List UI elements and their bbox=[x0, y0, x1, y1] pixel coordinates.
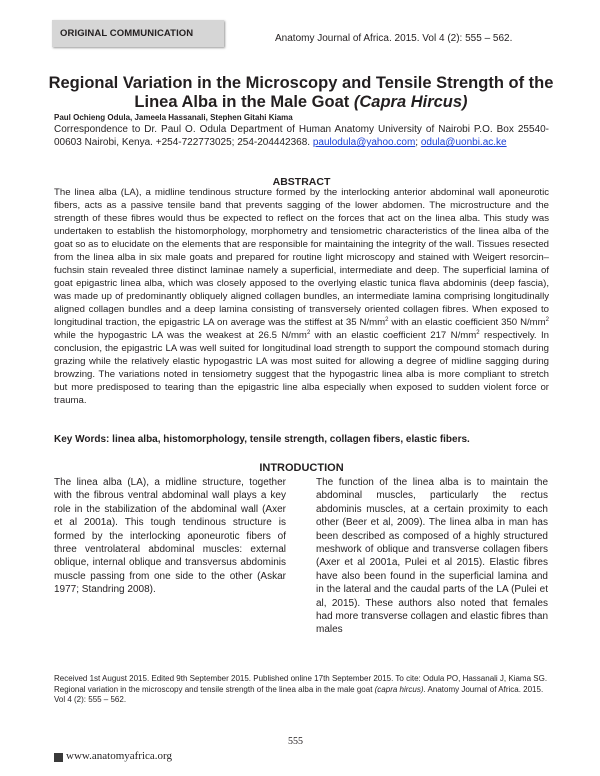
title-main: Regional Variation in the Microscopy and Tensile Strength of the Linea Alba in the Male Goat bbox=[48, 74, 554, 111]
citation-note bbox=[54, 674, 549, 706]
email-link-yahoo[interactable]: paulodula@yahoo.com bbox=[312, 137, 416, 148]
page-number: 555 bbox=[288, 736, 303, 747]
author-list: Paul Ochieng Odula, Jameela Hassanali, Stephen Gitahi Kiama bbox=[54, 113, 293, 122]
abstract-heading: ABSTRACT bbox=[272, 176, 331, 188]
correspondence bbox=[54, 123, 549, 149]
abstract-part-5: respectively. In conclusion, the epigastric LA was well suited for longitudinal load strength to support the compound stomach during grazing while the relatively elastic hypogastric LA was most suited for allowing a degree of midline sagging during browzing. The variations noted in tensiometry suggest that the hypogastric linea alba is more compliant to stretch but more predisposed to tearing than the epigastric line alba especially when exposed to sudden violent force or trauma. bbox=[54, 330, 549, 406]
title-species: (Capra Hircus) bbox=[353, 93, 468, 111]
paper-title bbox=[30, 74, 572, 112]
superscript-2: 2 bbox=[385, 316, 389, 323]
introduction-right-column: The function of the linea alba is to maintain the abdominal muscles, particularly the rectus abdominis muscles, at a certain proximity to each other (Beer et al, 2009). The linea alba in man has been described as composed of a highly structured meshwork of oblique and transverse collagen fibers (Axer et al 2001a, Pulei et al 2015). Elastic fibres have also been found in the superficial lamina and in the lateral and the caudal parts of the LA (Pulei et al, 2015). These authors also noted that females had more transverse collagen and elastic fibres than males bbox=[316, 477, 548, 636]
email-link-uonbi[interactable]: odula@uonbi.ac.ke bbox=[420, 137, 507, 148]
abstract-part-4: with an elastic coefficient 217 N/mm bbox=[310, 330, 477, 341]
journal-citation-header: Anatomy Journal of Africa. 2015. Vol 4 (2): 555 – 562. bbox=[275, 33, 513, 44]
correspondence-text: Correspondence to Dr. Paul O. Odula Department of Human Anatomy University of Nairobi P.O. Box 25540-00603 Nairobi, Kenya. +254-722773025; 254-204442368. bbox=[54, 124, 549, 148]
abstract-part-3: while the hypogastric LA was the weakest at 26.5 N/mm bbox=[54, 330, 307, 341]
publisher-logo-icon bbox=[54, 753, 63, 762]
website-link[interactable]: www.anatomyafrica.org bbox=[66, 750, 172, 762]
abstract-part-2: with an elastic coefficient 350 N/mm bbox=[388, 317, 546, 328]
superscript-2: 2 bbox=[545, 316, 549, 323]
article-type-badge bbox=[52, 20, 224, 47]
email-separator: ; bbox=[415, 137, 421, 148]
introduction-left-column: The linea alba (LA), a midline structure, together with the fibrous ventral abdominal wall plays a key role in the stabilization of the abdominal wall (Axer et al 2001a). This tough tendinous structure is formed by the interlocking aponeurotic fibers of three ventrolateral abdominal muscles: external oblique, internal oblique and transversus abdominis muscle passing from one side to the other (Askar 1977; Standring 2008). bbox=[54, 477, 286, 596]
article-type-label: ORIGINAL COMMUNICATION bbox=[60, 28, 194, 39]
keywords: Key Words: linea alba, histomorphology, tensile strength, collagen fibers, elastic fibers. bbox=[54, 434, 470, 445]
citation-text: Received 1st August 2015. Edited 9th September 2015. Published online 17th September 2015. To cite: Odula PO, Hassanali J, Kiama SG. Regional variation in the microscopy and tensile strength of the linea alba in the male goat bbox=[54, 674, 548, 694]
citation-end: . Anatomy Journal of Africa. 2015. Vol 4 (2): 555 – 562. bbox=[54, 684, 544, 704]
citation-species: (capra hircus) bbox=[374, 684, 424, 694]
introduction-heading: INTRODUCTION bbox=[259, 462, 344, 474]
superscript-2: 2 bbox=[476, 329, 480, 336]
abstract-part-1: The linea alba (LA), a midline tendinous structure formed by the interlocking anterior abdominal wall aponeurotic fibers, acts as a passive tensile band that prevents sagging of the lower abdomen. The microstructure and the strength of these fibres would thus be expected to reflect on the forces that act on the linea alba. This study was undertaken to establish the histomorphology, morphometry and tensiometric characteristics of the linea alba of the goat so as to elucidate on the elements that are responsible for maintaining the integrity of the wall. Tissues resected from the linea alba in six male goats and prepared for routine light microscopy and stained with Weigert resorcin–fuchsin stain revealed three distinct laminae namely a superficial, intermediate and deep. The superficial lamina of goat epigastric linea alba, which was closely apposed to the overlying elastic tunica flava abdominis (deep fascia), was made up of predominantly obliquely aligned collagen bundles, an intermediate lamina comprising longitudinally aligned collagen bundles and a deep lamina consisting of transversely oriented collagen fibres. When exposed to longitudinal traction, the epigastric LA on average was the stiffest at 35 N/mm bbox=[54, 187, 549, 328]
superscript-2: 2 bbox=[306, 329, 311, 336]
abstract-body bbox=[54, 186, 549, 407]
